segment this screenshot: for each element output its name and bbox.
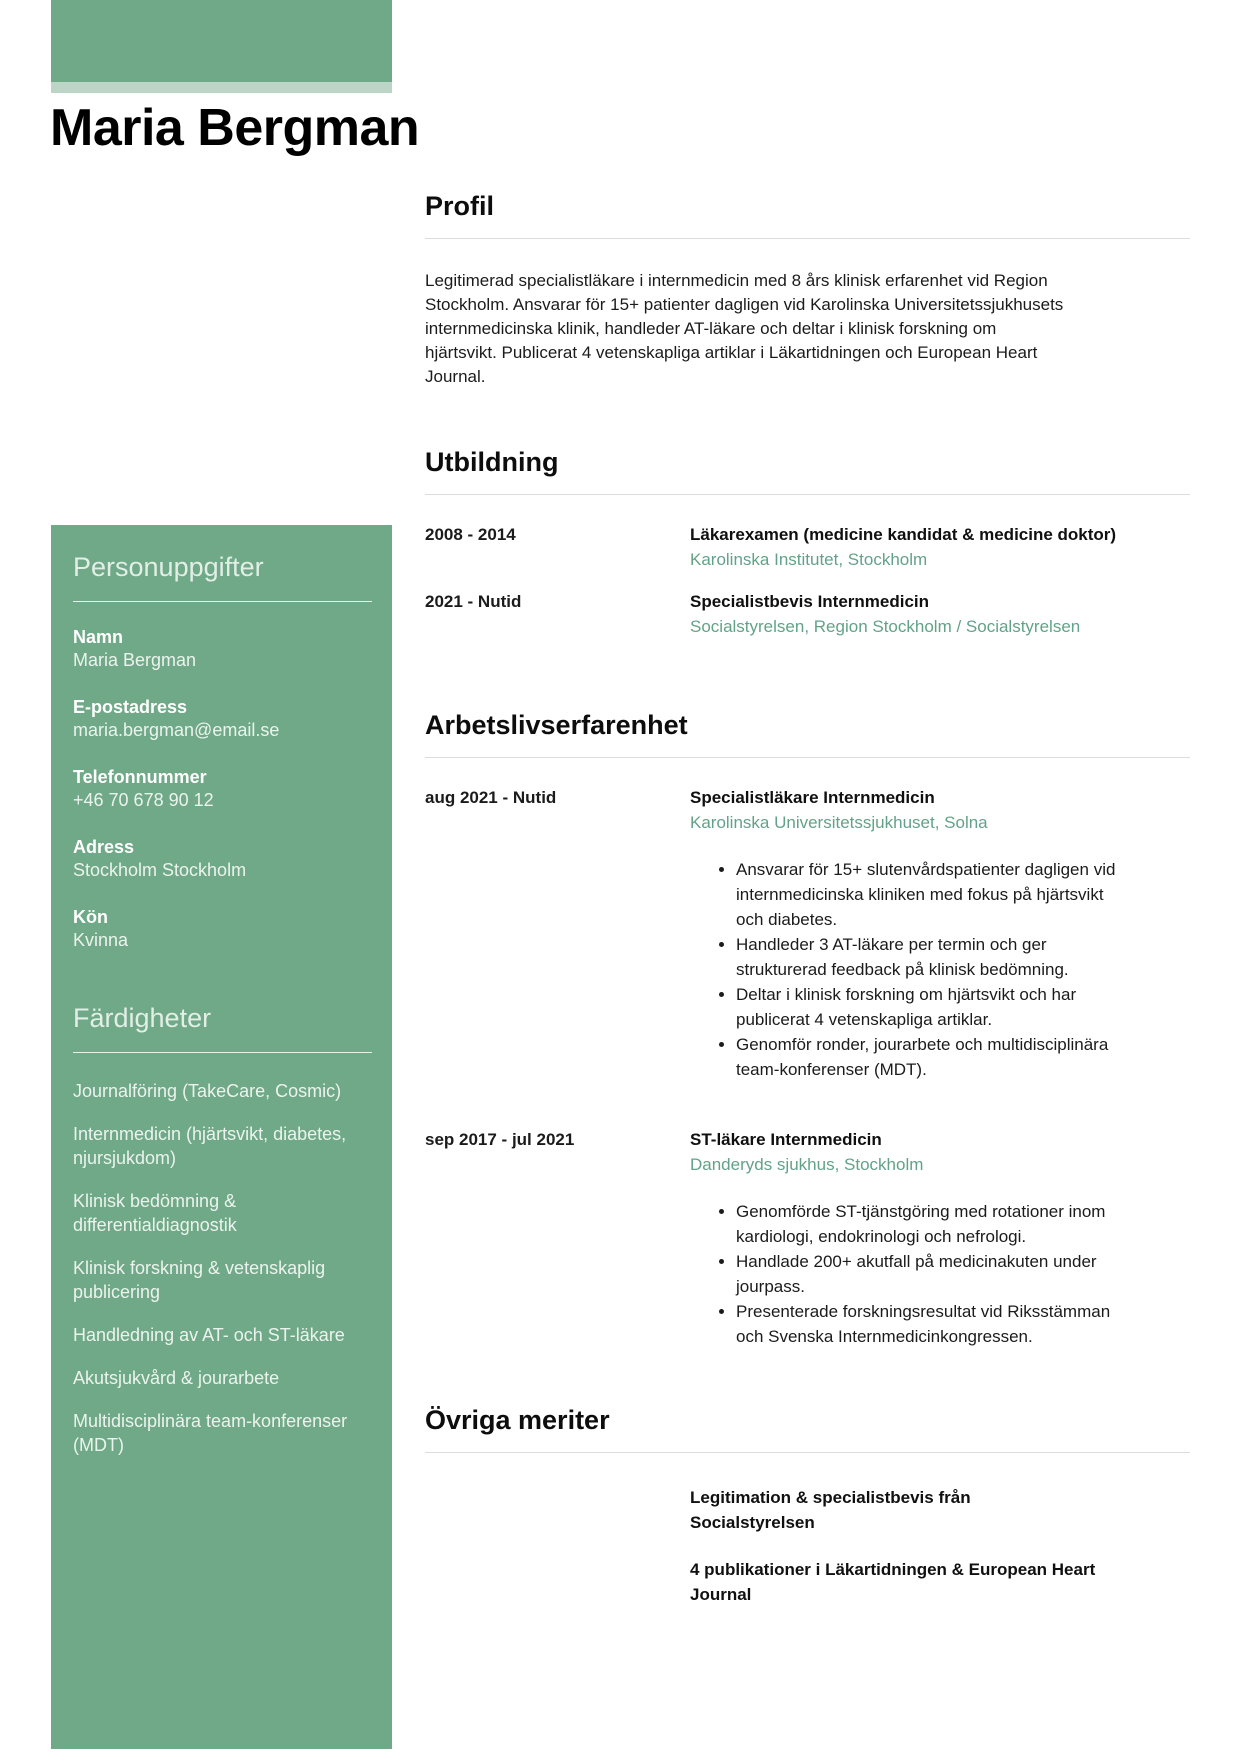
experience-period: aug 2021 - Nutid <box>425 788 557 807</box>
section-education <box>425 446 1190 639</box>
experience-bullet: • Ansvarar för 15+ slutenvårdspatienter dagligen vid internmedicinska kliniken med fokus på hjärtsvikt och diabetes. <box>736 857 1126 932</box>
section-divider <box>425 494 1190 495</box>
contact-field-label: Adress <box>73 837 135 857</box>
education-title: Specialistbevis Internmedicin <box>690 592 930 611</box>
skill-item: Internmedicin (hjärtsvikt, diabetes, njursjukdom) <box>73 1124 347 1168</box>
other-merits-heading: Övriga meriter <box>425 1405 610 1435</box>
section-divider <box>425 757 1190 758</box>
skill-item: Multidisciplinära team-konferenser (MDT) <box>73 1411 348 1455</box>
contact-field-value: maria.bergman@email.se <box>73 720 280 740</box>
experience-entry <box>425 785 1190 1082</box>
experience-bullet: • Genomförde ST-tjänstgöring med rotationer inom kardiologi, endokrinologi och nefrologi. <box>736 1199 1126 1249</box>
experience-bullet-list <box>690 857 1190 1082</box>
education-entry <box>425 589 1190 639</box>
contact-field-gender <box>73 906 372 952</box>
experience-bullet: • Handlade 200+ akutfall på medicinakuten under jourpass. <box>736 1249 1126 1299</box>
experience-title: ST-läkare Internmedicin <box>690 1130 882 1149</box>
sidebar-divider <box>73 1052 372 1053</box>
profile-heading: Profil <box>425 191 495 221</box>
personal-info-heading: Personuppgifter <box>73 552 264 582</box>
skill-item: Akutsjukvård & jourarbete <box>73 1368 280 1388</box>
experience-employer: Danderyds sjukhus, Stockholm <box>690 1155 924 1174</box>
skill-item: Handledning av AT- och ST-läkare <box>73 1325 345 1345</box>
merit-item: 4 publikationer i Läkartidningen & European Heart Journal <box>690 1560 1096 1604</box>
education-institution: Karolinska Institutet, Stockholm <box>690 550 928 569</box>
header-accent-strip <box>51 82 392 93</box>
merit-item: Legitimation & specialistbevis från Socialstyrelsen <box>690 1488 971 1532</box>
contact-field-value: Kvinna <box>73 930 129 950</box>
experience-heading: Arbetslivserfarenhet <box>425 710 688 740</box>
section-other-merits <box>425 1404 1190 1607</box>
contact-field-value: Maria Bergman <box>73 650 197 670</box>
experience-employer: Karolinska Universitetssjukhuset, Solna <box>690 813 988 832</box>
skill-item: Klinisk bedömning & differentialdiagnostik <box>73 1191 237 1235</box>
sidebar-divider <box>73 601 372 602</box>
other-merits-list <box>690 1485 1190 1607</box>
sidebar <box>51 525 392 1749</box>
skills-list <box>73 1079 372 1457</box>
contact-field-value: Stockholm Stockholm <box>73 860 247 880</box>
experience-period: sep 2017 - jul 2021 <box>425 1130 575 1149</box>
skill-item: Klinisk forskning & vetenskaplig publicering <box>73 1258 326 1302</box>
contact-field-phone <box>73 766 372 812</box>
header-accent-banner <box>51 0 392 93</box>
experience-title: Specialistläkare Internmedicin <box>690 788 935 807</box>
experience-bullet: • Deltar i klinisk forskning om hjärtsvikt och har publicerat 4 vetenskapliga artiklar. <box>736 982 1126 1032</box>
skills-heading: Färdigheter <box>73 1003 212 1033</box>
contact-field-address <box>73 836 372 882</box>
contact-field-value: +46 70 678 90 12 <box>73 790 214 810</box>
section-profile <box>425 190 1190 389</box>
experience-entry <box>425 1127 1190 1349</box>
experience-bullet: • Genomför ronder, jourarbete och multidisciplinära team-konferenser (MDT). <box>736 1032 1126 1082</box>
education-period: 2021 - Nutid <box>425 592 522 611</box>
contact-field-label: Kön <box>73 907 108 927</box>
main-content <box>425 190 1190 1629</box>
experience-bullet: • Presenterade forskningsresultat vid Riksstämman och Svenska Internmedicinkongressen. <box>736 1299 1126 1349</box>
education-heading: Utbildning <box>425 447 559 477</box>
education-entry <box>425 522 1190 572</box>
section-divider <box>425 1452 1190 1453</box>
section-divider <box>425 238 1190 239</box>
profile-summary: Legitimerad specialistläkare i internmedicin med 8 års klinisk erfarenhet vid Region Stockholm. Ansvarar för 15+ patienter dagligen vid Karolinska Universitetssjukhusets internmedicinska klinik, handleder AT-läkare och deltar i klinisk forskning om hjärtsvikt. Publicerat 4 vetenskapliga artiklar i Läkartidningen och European Heart Journal. <box>425 271 1064 386</box>
education-period: 2008 - 2014 <box>425 525 516 544</box>
contact-field-label: E-postadress <box>73 697 188 717</box>
education-title: Läkarexamen (medicine kandidat & medicine doktor) <box>690 525 1117 544</box>
experience-bullet-list <box>690 1199 1190 1349</box>
page-title: Maria Bergman <box>50 99 420 157</box>
contact-field-label: Namn <box>73 627 124 647</box>
contact-field-name <box>73 626 372 672</box>
contact-field-email <box>73 696 372 742</box>
education-institution: Socialstyrelsen, Region Stockholm / Socialstyrelsen <box>690 617 1081 636</box>
contact-field-label: Telefonnummer <box>73 767 207 787</box>
experience-bullet: • Handleder 3 AT-läkare per termin och ger strukturerad feedback på klinisk bedömning. <box>736 932 1126 982</box>
skill-item: Journalföring (TakeCare, Cosmic) <box>73 1081 342 1101</box>
section-experience <box>425 709 1190 1349</box>
